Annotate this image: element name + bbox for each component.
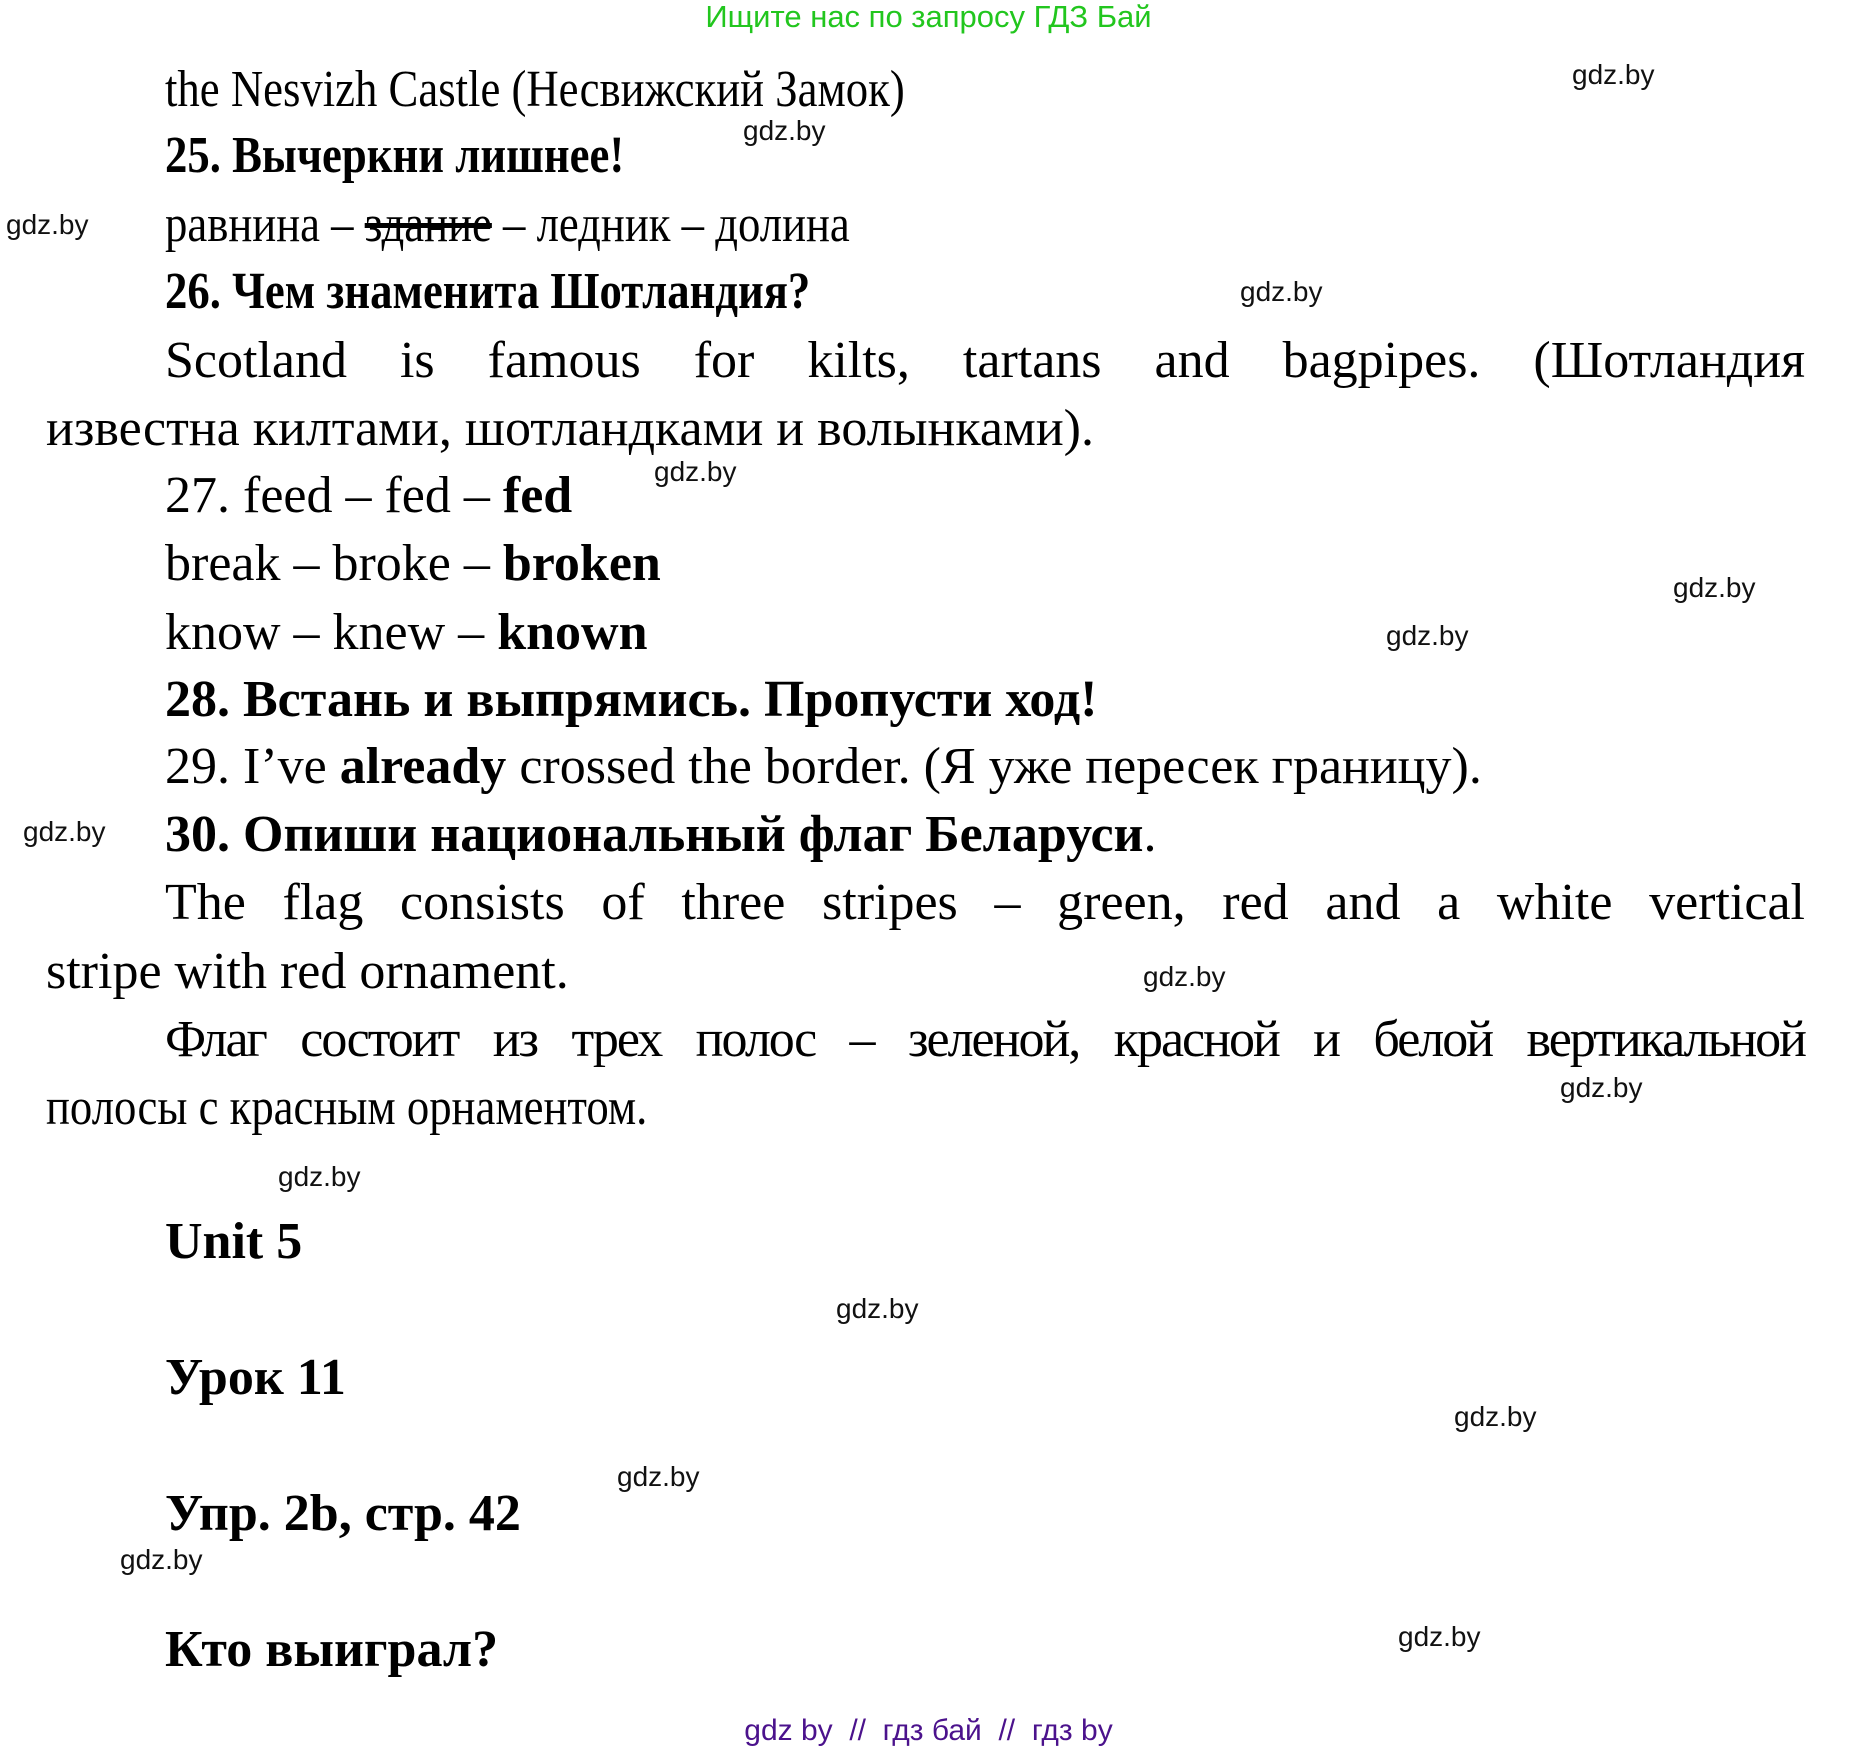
exercise-26-answer-line1: Scotland is famous for kilts, tartans and bagpipes. (Шотландия: [165, 332, 1805, 389]
exercise-29-answer: [165, 733, 1482, 801]
watermark: gdz.by: [6, 209, 89, 240]
unit-heading: Unit 5: [165, 1213, 303, 1270]
exercise-26-answer-line2: известна килтами, шотландками и волынками).: [46, 400, 1094, 457]
watermark: gdz.by: [1572, 59, 1655, 90]
watermark: gdz.by: [743, 115, 826, 146]
struck-word: здание: [364, 196, 492, 253]
watermark: gdz.by: [1454, 1401, 1537, 1432]
watermark: gdz.by: [1240, 276, 1323, 307]
answer-text: равнина –: [165, 196, 354, 253]
watermark: gdz.by: [1673, 572, 1756, 603]
exercise-30-title: [165, 801, 1157, 869]
exercise-30-ru-line2: полосы с красным орнаментом.: [46, 1079, 648, 1136]
exercise-28-title: 28. Встань и выпрямись. Пропусти ход!: [165, 671, 1098, 728]
title-text: 30. Опиши национальный флаг Беларуси: [165, 806, 1144, 863]
title-dot: .: [1143, 806, 1157, 863]
watermark: gdz.by: [120, 1544, 203, 1575]
watermark: gdz.by: [1143, 961, 1226, 992]
verb-forms: know – knew –: [165, 604, 485, 661]
exercise-25-answer: [165, 191, 850, 259]
exercise-30-en-line1: The flag consists of three stripes – green, red and a white vertical: [165, 874, 1805, 931]
exercise-26-title: 26. Чем знаменита Шотландия?: [165, 263, 811, 320]
who-won-heading: Кто выиграл?: [165, 1621, 499, 1678]
watermark: gdz.by: [1398, 1621, 1481, 1652]
watermark: gdz.by: [654, 456, 737, 487]
watermark: gdz.by: [278, 1161, 361, 1192]
participle: known: [497, 604, 648, 661]
watermark: gdz.by: [617, 1461, 700, 1492]
verb-forms: 27. feed – fed –: [165, 467, 490, 524]
exercise-27-line2: [165, 530, 661, 598]
verb-forms: break – broke –: [165, 535, 490, 592]
lesson-heading: Урок 11: [165, 1349, 346, 1406]
exercise-30-ru-line1: Флаг состоит из трех полос – зеленой, красной и белой вертикальной: [165, 1011, 1805, 1068]
watermark: gdz.by: [1386, 620, 1469, 651]
exercise-30-en-line2: stripe with red ornament.: [46, 943, 569, 1000]
exercise-25-title: 25. Вычеркни лишнее!: [165, 127, 625, 184]
castle-line: the Nesvizh Castle (Несвижский Замок): [165, 61, 905, 118]
search-banner: Ищите нас по запросу ГДЗ Бай: [705, 0, 1152, 34]
watermark: gdz.by: [836, 1293, 919, 1324]
watermark: gdz.by: [1560, 1072, 1643, 1103]
participle: fed: [502, 467, 573, 524]
answer-bold: already: [339, 738, 507, 795]
exercise-27-line1: [165, 462, 572, 530]
exercise-27-line3: [165, 599, 648, 667]
answer-text: crossed the border. (Я уже пересек границу).: [519, 738, 1482, 795]
exercise-heading: Упр. 2b, стр. 42: [165, 1485, 521, 1542]
watermark: gdz.by: [23, 816, 106, 847]
answer-text: – ледник – долина: [503, 196, 850, 253]
answer-text: 29. I’ve: [165, 738, 327, 795]
participle: broken: [502, 535, 661, 592]
footer-links: gdz by // гдз бай // гдз by: [744, 1714, 1113, 1747]
